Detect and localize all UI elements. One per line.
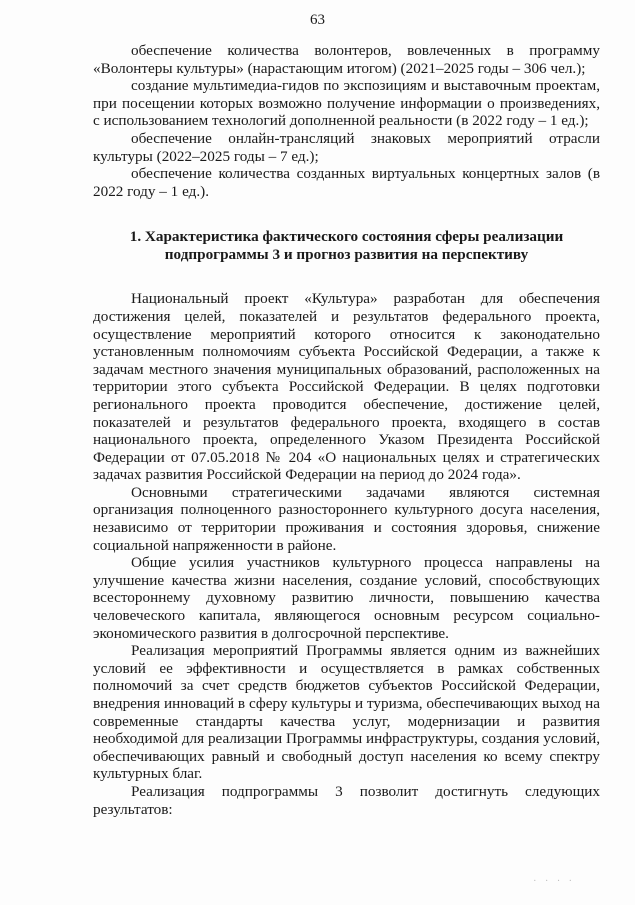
section-heading: [93, 228, 600, 264]
page-content: [93, 42, 600, 818]
body-paragraph: Основными стратегическими задачами являются системная организация полноценного разностороннего культурного досуга населения, независимо от территории проживания и состояния здоровья, снижение социальной напряженности в районе.: [93, 483, 600, 554]
body-paragraph: Национальный проект «Культура» разработан для обеспечения достижения целей, показателей и результатов федерального проекта, осуществление мероприятий которого относится к законодательно установленным полномочиям субъекта Российской Федерации, а также к задачам местного значения муниципальных образований, расположенных на территории этого субъекта Российской Федерации. В целях подготовки регионального проекта проводится обеспечение, достижение целей, показателей и результатов федерального проекта, входящего в состав национального проекта, определенного Указом Президента Российской Федерации от 07.05.2018 № 204 «О национальных целях и стратегических задачах развития Российской Федерации на период до 2024 года».: [93, 290, 600, 484]
intro-item: обеспечение онлайн-трансляций знаковых мероприятий отрасли культуры (2022–2025 годы – 7 ед.);: [93, 129, 600, 165]
body-paragraph: Общие усилия участников культурного процесса направлены на улучшение качества жизни населения, создание условий, способствующих всестороннему духовному развитию личности, повышению качества человеческого капитала, являющегося основным ресурсом социально-экономического развития в долгосрочной перспективе.: [93, 554, 600, 642]
intro-item: создание мультимедиа-гидов по экспозициям и выставочным проектам, при посещении которых возможно получение информации о произведениях, с использованием технологий дополненной реальности (в 2022 году – 1 ед.);: [93, 77, 600, 130]
section-heading-line: 1. Характеристика фактического состояния сферы реализации: [129, 228, 564, 246]
scan-noise: · · · ·: [533, 876, 575, 887]
intro-item: обеспечение количества волонтеров, вовлеченных в программу «Волонтеры культуры» (нарастающим итогом) (2021–2025 годы – 306 чел.);: [93, 42, 600, 77]
body-paragraph: Реализация подпрограммы 3 позволит достигнуть следующих результатов:: [93, 782, 600, 818]
intro-item: обеспечение количества созданных виртуальных концертных залов (в 2022 году – 1 ед.).: [93, 165, 600, 200]
page-number: 63: [310, 12, 325, 28]
section-heading-line: подпрограммы 3 и прогноз развития на перспективу: [164, 246, 529, 264]
body-paragraph: Реализация мероприятий Программы является одним из важнейших условий ее эффективности и осуществляется в рамках собственных полномочий за счет средств бюджетов субъектов Российской Федерации, внедрения инноваций в сферу культуры и туризма, обеспечивающих выход на современные стандарты качества услуг, модернизации и развития необходимой для реализации Программы инфраструктуры, создания условий, обеспечивающих равный и свободный доступ населения ко всему спектру культурных благ.: [93, 642, 600, 783]
